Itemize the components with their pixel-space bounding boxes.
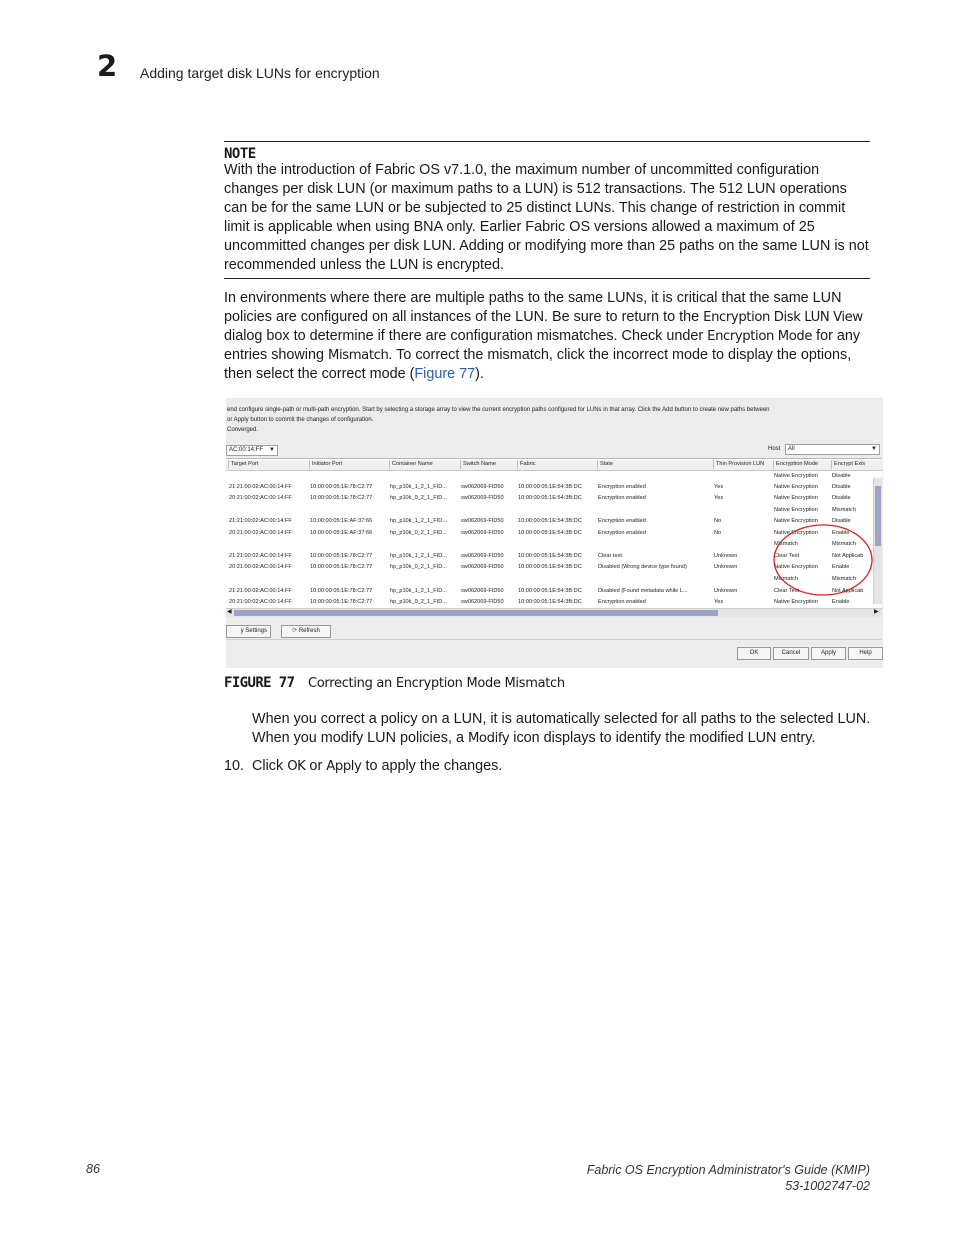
table-cell: 10:00:00:05:1E:54:3B:DC [518, 599, 582, 605]
table-cell: Disable [832, 484, 851, 490]
table-cell: 10:00:00:05:1E:AF:37:66 [310, 530, 373, 536]
instruction-line: Converged. [227, 427, 259, 433]
table-cell: 10:00:00:05:1E:78:C2:77 [310, 553, 373, 559]
figure-link[interactable]: Figure 77 [414, 366, 476, 382]
table-cell: Mismatch [832, 541, 856, 547]
divider [226, 639, 882, 640]
column-header[interactable]: Initiator Port [309, 460, 389, 469]
table-cell: sw062069-FID50 [461, 495, 504, 501]
table-cell: Disable [832, 473, 851, 479]
table-cell: 10:00:00:05:1E:AF:37:66 [310, 518, 373, 524]
table-cell: Enable [832, 564, 850, 570]
note-bottom-rule [224, 278, 870, 279]
table-cell: 21:21:00:02:AC:00:14:FF [229, 484, 292, 490]
column-header[interactable]: Container Name [389, 460, 460, 469]
table-cell: No [714, 530, 722, 536]
table-cell: Not Applicab [832, 553, 864, 559]
table-cell: 10:00:00:05:1E:78:C2:77 [310, 484, 373, 490]
table-cell: sw062069-FID50 [461, 518, 504, 524]
figure-caption-text: Correcting an Encryption Mode Mismatch [308, 676, 565, 691]
table-cell: hp_p10k_0_2_1_FID... [390, 599, 447, 605]
table-cell: 10:00:00:05:1E:54:3B:DC [518, 484, 582, 490]
note-top-rule [224, 141, 870, 142]
table-cell: Encryption enabled [598, 530, 646, 536]
figure-caption-label: FIGURE 77 [224, 675, 295, 691]
table-cell: Enable [832, 599, 850, 605]
paragraph-mismatch: In environments where there are multiple paths to the same LUNs, it is critical that the same LUN policies are configured on all instances of the LUN. Be sure to return to the Encryption Disk LUN View dialog box to determine if there are configuration mismatches. Check under Encryption Mode for any entries showing Mismatch. To correct the mismatch, click the incorrect mode to display the options, then select the correct mode (Figure 77). [224, 290, 863, 382]
table-cell: Disable [832, 518, 851, 524]
instruction-line: end configure single-path or multi-path encryption. Start by selecting a storage array to view the current encryption paths configured for LUNs in that array. Click the Add button to create new paths between [227, 407, 770, 413]
column-header[interactable]: Thin Provision LUN [713, 460, 773, 469]
table-cell: 20:21:00:02:AC:00:14:FF [229, 599, 292, 605]
table-cell: Mismatch [774, 576, 798, 582]
table-cell: Yes [714, 484, 724, 490]
paragraph-policy: When you correct a policy on a LUN, it is automatically selected for all paths to the selected LUN. When you modify LUN policies, a Modify icon displays to identify the modified LUN entry. [252, 711, 871, 746]
ok-button[interactable]: OK [737, 647, 771, 660]
table-cell: sw062069-FID50 [461, 564, 504, 570]
figure-screenshot [226, 398, 883, 668]
host-select[interactable]: All ▼ [785, 444, 880, 455]
table-cell: Native Encryption [774, 564, 818, 570]
table-cell: 21:21:00:02:AC:00:14:FF [229, 588, 292, 594]
note-text: With the introduction of Fabric OS v7.1.0, the maximum number of uncommitted configuration changes per disk LUN (or maximum paths to a LUN) is 512 transactions. The 512 LUN operations can be for the same LUN or be subjected to 25 distinct LUNs. This change of restriction in commit limit is applicable when using BNA only. Earlier Fabric OS versions allowed a maximum of 25 uncommitted changes per disk LUN. Adding or modifying more than 25 paths on the same LUN is not recommended unless the LUN is encrypted. [224, 162, 869, 273]
table-cell: Clear Text [774, 553, 800, 559]
document-title: Fabric OS Encryption Administrator's Guide (KMIP) [586, 1163, 870, 1177]
chevron-down-icon: ▼ [871, 446, 877, 452]
table-cell: Native Encryption [774, 599, 818, 605]
table-cell: Native Encryption [774, 507, 818, 513]
apply-button[interactable]: Apply [811, 647, 846, 660]
table-cell: Disabled (Found metadata while L... [598, 588, 688, 594]
table-cell: sw062069-FID50 [461, 484, 504, 490]
instruction-line: or Apply button to commit the changes of configuration. [227, 417, 374, 423]
table-cell: hp_p10k_0_2_1_FID... [390, 564, 447, 570]
table-cell: 21:21:00:02:AC:00:14:FF [229, 518, 292, 524]
table-cell: Not Applicab [832, 588, 864, 594]
table-cell: Native Encryption [774, 473, 818, 479]
page-number: 86 [86, 1162, 100, 1176]
table-cell: 10:00:00:05:1E:78:C2:77 [310, 599, 373, 605]
table-cell: sw062069-FID50 [461, 553, 504, 559]
footer-document [587, 1162, 870, 1194]
document-number: 53-1002747-02 [785, 1179, 870, 1193]
ui-term: Mismatch [328, 348, 389, 363]
chapter-number: 2 [97, 49, 118, 83]
table-cell: hp_p10k_0_2_1_FID... [390, 530, 447, 536]
column-header[interactable]: Fabric [517, 460, 597, 469]
chevron-down-icon: ▼ [269, 447, 275, 453]
column-header[interactable]: Switch Name [460, 460, 517, 469]
step-10: 10. Click OK or Apply to apply the changes. [224, 758, 503, 774]
table-cell: Encryption enabled [598, 518, 646, 524]
apply-settings-button[interactable]: y Settings [226, 625, 271, 638]
table-cell: Clear Text [774, 588, 800, 594]
table-cell: Native Encryption [774, 530, 818, 536]
table-cell: 20:21:00:02:AC:00:14:FF [229, 530, 292, 536]
column-header[interactable]: Target Port [228, 460, 309, 469]
ui-term: Encryption Mode [707, 329, 813, 344]
table-cell: Disable [832, 495, 851, 501]
refresh-icon: ⟳ [292, 628, 298, 634]
table-cell: sw062069-FID50 [461, 530, 504, 536]
table-cell: Encryption enabled [598, 484, 646, 490]
ui-term: Modify [467, 731, 510, 746]
table-cell: Enable [832, 530, 850, 536]
table-cell: Disabled (Wrong device type found) [598, 564, 687, 570]
column-header[interactable]: State [597, 460, 713, 469]
table-cell: Encryption enabled [598, 495, 646, 501]
table-cell: Yes [714, 599, 724, 605]
table-cell: 20:21:00:02:AC:00:14:FF [229, 495, 292, 501]
table-cell: 20:21:00:02:AC:00:14:FF [229, 564, 292, 570]
ui-term: Apply [326, 759, 362, 774]
step-number: 10. [224, 758, 245, 774]
table-cell: hp_p10k_1_2_1_FID... [390, 588, 447, 594]
ui-term: Encryption Disk LUN View [703, 310, 863, 325]
table-cell: 10:00:00:05:1E:78:C2:77 [310, 495, 373, 501]
scroll-right-icon[interactable]: ▶ [874, 609, 879, 615]
table-cell: Yes [714, 495, 724, 501]
table-cell: 10:00:00:05:1E:78:C2:77 [310, 564, 373, 570]
table-cell: Native Encryption [774, 484, 818, 490]
scroll-left-icon[interactable]: ◀ [227, 609, 232, 615]
note-label: NOTE [224, 146, 256, 162]
table-cell: Encryption enabled [598, 599, 646, 605]
table-cell: 10:00:00:05:1E:54:3B:DC [518, 588, 582, 594]
table-cell: hp_p10k_1_2_1_FID... [390, 484, 447, 490]
table-cell: 21:21:00:02:AC:00:14:FF [229, 553, 292, 559]
table-cell: sw062069-FID50 [461, 599, 504, 605]
running-title: Adding target disk LUNs for encryption [140, 65, 380, 81]
refresh-button[interactable]: ⟳ Refresh [281, 625, 331, 638]
table-cell: 10:00:00:05:1E:54:3B:DC [518, 530, 582, 536]
table-cell: Native Encryption [774, 518, 818, 524]
table-cell: 10:00:00:05:1E:54:3B:DC [518, 518, 582, 524]
table-cell: hp_p10k_0_2_1_FID... [390, 495, 447, 501]
column-header[interactable]: Encryption Mode [773, 460, 831, 469]
ui-term: OK [287, 759, 306, 774]
cancel-button[interactable]: Cancel [773, 647, 809, 660]
table-cell: Mismatch [832, 576, 856, 582]
table-cell: Unknown [714, 564, 738, 570]
table-cell: sw062069-FID50 [461, 588, 504, 594]
table-cell: hp_p10k_1_2_1_FID... [390, 518, 447, 524]
table-cell: Mismatch [774, 541, 798, 547]
host-label: Host [768, 446, 781, 452]
table-cell: Native Encryption [774, 495, 818, 501]
table-cell: Clear text [598, 553, 622, 559]
table-cell: Mismatch [832, 507, 856, 513]
table-cell: Unknown [714, 588, 738, 594]
table-cell: 10:00:00:05:1E:54:3B:DC [518, 564, 582, 570]
table-cell: No [714, 518, 722, 524]
table-cell: hp_p10k_1_2_1_FID... [390, 553, 447, 559]
table-cell: 10:00:00:05:1E:54:3B:DC [518, 495, 582, 501]
array-select[interactable]: AC:00:14:FF ▼ [226, 445, 278, 456]
table-cell: Unknown [714, 553, 738, 559]
column-header[interactable]: Encrypt Exis [831, 460, 876, 469]
table-cell: 10:00:00:05:1E:54:3B:DC [518, 553, 582, 559]
help-button[interactable]: Help [848, 647, 883, 660]
table-cell: 10:00:00:05:1E:78:C2:77 [310, 588, 373, 594]
